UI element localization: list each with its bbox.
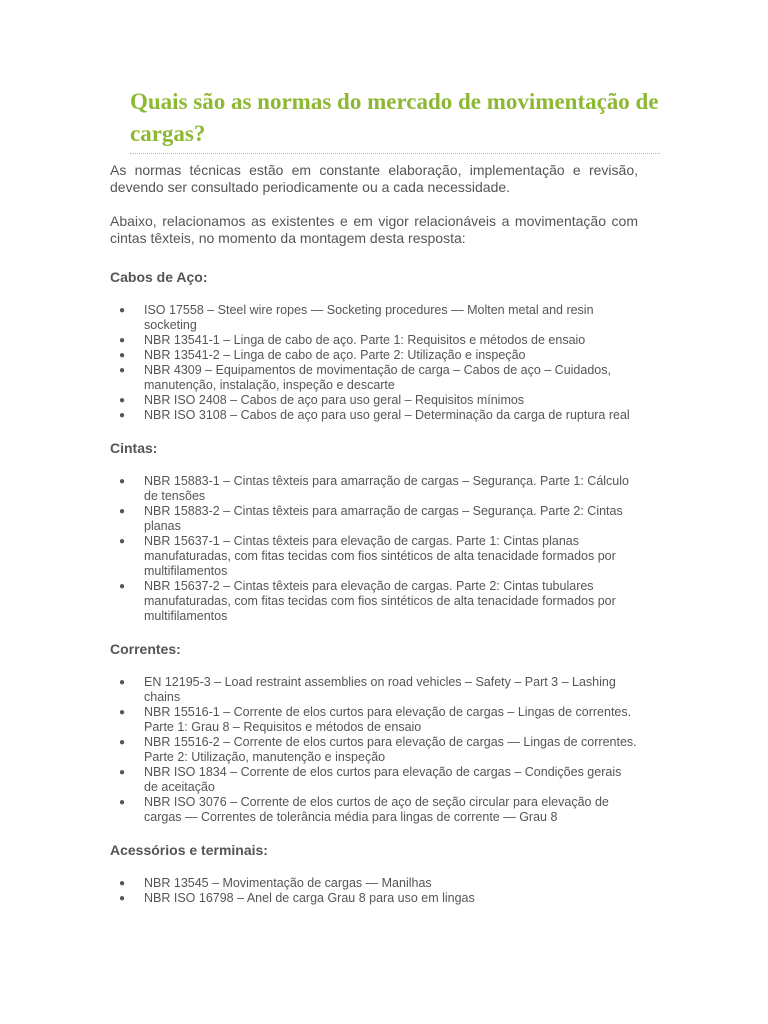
bullet-icon: ● bbox=[119, 893, 126, 904]
bullet-icon: ● bbox=[119, 350, 126, 361]
list-correntes bbox=[110, 675, 638, 825]
bullet-icon: ● bbox=[119, 767, 126, 778]
bullet-icon: ● bbox=[119, 365, 126, 376]
list-item: ● NBR 13545 – Movimentação de cargas — Manilhas bbox=[119, 876, 432, 890]
list-item: ● NBR 15637-2 – Cintas têxteis para elevação de cargas. Parte 2: Cintas tubulares manufaturadas, com fitas tecidas com fios sintéticos de alta tenacidade formados por multifilamentos bbox=[119, 579, 616, 623]
bullet-icon: ● bbox=[119, 878, 126, 889]
intro-paragraph: Abaixo, relacionamos as existentes e em vigor relacionáveis a movimentação com cintas têxteis, no momento da montagem desta resposta: bbox=[110, 213, 638, 246]
bullet-icon: ● bbox=[119, 395, 126, 406]
bullet-icon: ● bbox=[119, 797, 126, 808]
list-item: ● NBR ISO 1834 – Corrente de elos curtos para elevação de cargas – Condições gerais de aceitação bbox=[119, 765, 622, 794]
bullet-icon: ● bbox=[119, 707, 126, 718]
list-item: ● NBR ISO 3076 – Corrente de elos curtos de aço de seção circular para elevação de cargas — Correntes de tolerância média para lingas de corrente — Grau 8 bbox=[119, 795, 609, 824]
section-heading-cabos: Cabos de Aço: bbox=[110, 269, 208, 285]
list-item: ● NBR 13541-1 – Linga de cabo de aço. Parte 1: Requisitos e métodos de ensaio bbox=[119, 333, 586, 347]
list-item: ● NBR 15883-1 – Cintas têxteis para amarração de cargas – Segurança. Parte 1: Cálculo de tensões bbox=[119, 474, 629, 503]
list-item: ● ISO 17558 – Steel wire ropes — Socketing procedures — Molten metal and resin socketing bbox=[119, 303, 594, 332]
list-acessorios bbox=[110, 876, 638, 906]
bullet-icon: ● bbox=[119, 305, 126, 316]
list-item: ● NBR 15637-1 – Cintas têxteis para elevação de cargas. Parte 1: Cintas planas manufaturadas, com fitas tecidas com fios sintéticos de alta tenacidade formados por multifilamentos bbox=[119, 534, 616, 578]
list-item: ● NBR 15883-2 – Cintas têxteis para amarração de cargas – Segurança. Parte 2: Cintas planas bbox=[119, 504, 623, 533]
bullet-icon: ● bbox=[119, 581, 126, 592]
list-item: ● NBR ISO 16798 – Anel de carga Grau 8 para uso em lingas bbox=[119, 891, 475, 905]
intro-paragraph: As normas técnicas estão em constante elaboração, implementação e revisão, devendo ser consultado periodicamente ou a cada necessidade. bbox=[110, 162, 638, 195]
bullet-icon: ● bbox=[119, 677, 126, 688]
list-item: ● NBR 4309 – Equipamentos de movimentação de carga – Cabos de aço – Cuidados, manutenção, instalação, inspeção e descarte bbox=[119, 363, 611, 392]
section-heading-acessorios: Acessórios e terminais: bbox=[110, 842, 268, 858]
section-heading-cintas: Cintas: bbox=[110, 440, 158, 456]
bullet-icon: ● bbox=[119, 410, 126, 421]
document-body bbox=[110, 162, 638, 906]
bullet-icon: ● bbox=[119, 476, 126, 487]
list-item: ● NBR ISO 3108 – Cabos de aço para uso geral – Determinação da carga de ruptura real bbox=[119, 408, 630, 422]
bullet-icon: ● bbox=[119, 536, 126, 547]
section-heading-correntes: Correntes: bbox=[110, 641, 181, 657]
bullet-icon: ● bbox=[119, 737, 126, 748]
list-item: ● NBR 15516-1 – Corrente de elos curtos para elevação de cargas – Lingas de correntes. Parte 1: Grau 8 – Requisitos e métodos de ensaio bbox=[119, 705, 632, 734]
list-item: ● EN 12195-3 – Load restraint assemblies on road vehicles – Safety – Part 3 – Lashing chains bbox=[119, 675, 616, 704]
bullet-icon: ● bbox=[119, 335, 126, 346]
bullet-icon: ● bbox=[119, 506, 126, 517]
list-item: ● NBR 15516-2 – Corrente de elos curtos para elevação de cargas — Lingas de correntes. Parte 2: Utilização, manutenção e inspeção bbox=[119, 735, 637, 764]
list-cabos bbox=[110, 303, 638, 423]
list-item: ● NBR ISO 2408 – Cabos de aço para uso geral – Requisitos mínimos bbox=[119, 393, 525, 407]
page-title: Quais são as normas do mercado de movimentação de cargas? bbox=[130, 86, 660, 154]
list-cintas bbox=[110, 474, 638, 624]
list-item: ● NBR 13541-2 – Linga de cabo de aço. Parte 2: Utilização e inspeção bbox=[119, 348, 526, 362]
